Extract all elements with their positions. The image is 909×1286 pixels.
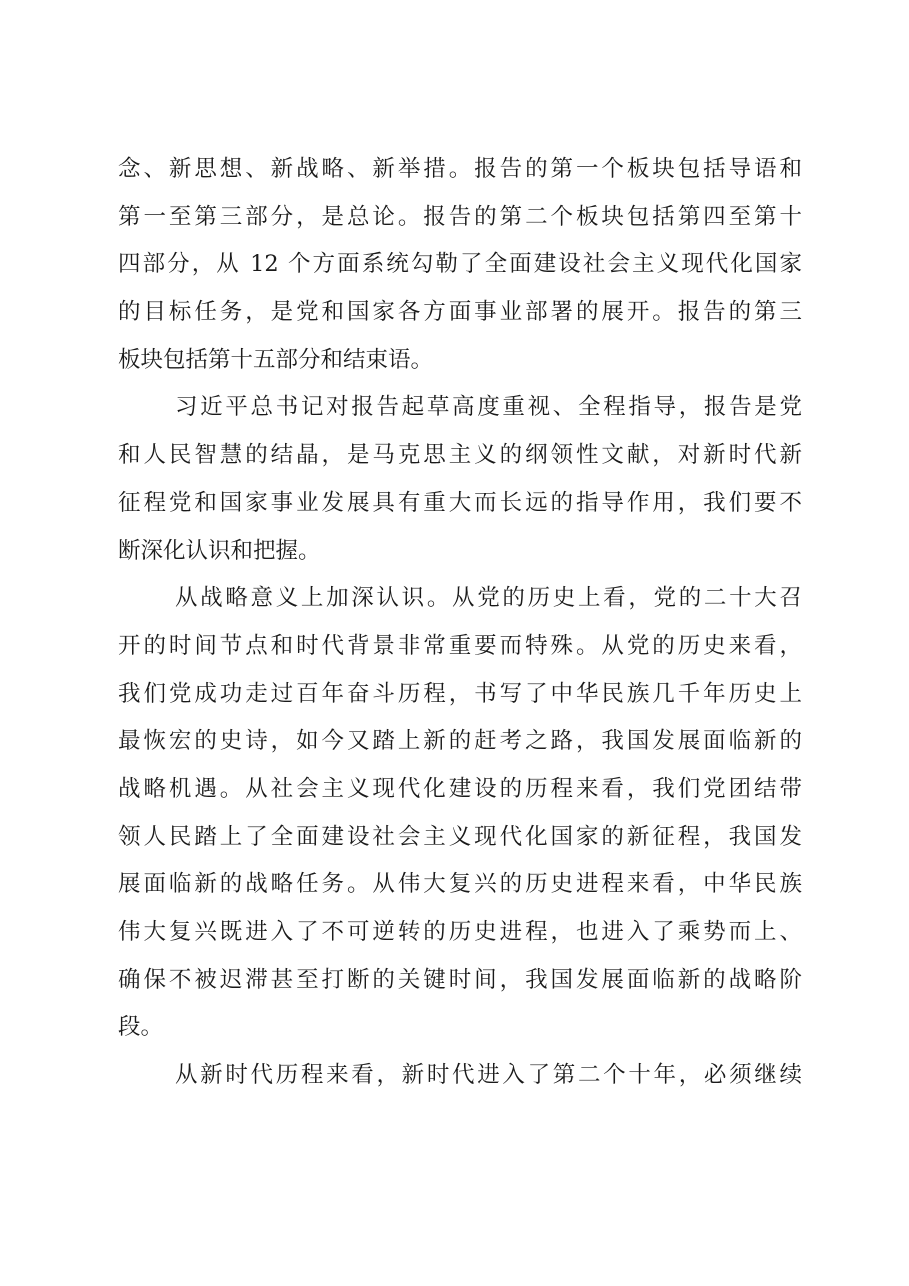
text-line: 的目标任务，是党和国家各方面事业部署的展开。报告的第三 bbox=[118, 299, 802, 326]
paragraph bbox=[118, 384, 802, 575]
paragraph bbox=[118, 146, 802, 384]
paragraph bbox=[118, 1052, 802, 1100]
document-body bbox=[118, 146, 802, 1100]
text-line: 念、新思想、新战略、新举措。报告的第一个板块包括导语和 bbox=[118, 156, 802, 182]
text-line: 第一至第三部分，是总论。报告的第二个板块包括第四至第十 bbox=[118, 203, 802, 230]
paragraph bbox=[118, 575, 802, 1052]
text-line: 我们党成功走过百年奋斗历程，书写了中华民族几千年历史上 bbox=[118, 680, 802, 707]
text-line: 开的时间节点和时代背景非常重要而特殊。从党的历史来看， bbox=[118, 632, 802, 659]
text-line: 四部分，从 12 个方面系统勾勒了全面建设社会主义现代化国家 bbox=[118, 251, 802, 278]
text-line: 征程党和国家事业发展具有重大而长远的指导作用，我们要不 bbox=[118, 489, 802, 516]
text-line: 从战略意义上加深认识。从党的历史上看，党的二十大召 bbox=[175, 585, 802, 612]
text-line: 从新时代历程来看，新时代进入了第二个十年，必须继续 bbox=[175, 1062, 802, 1089]
text-line: 板块包括第十五部分和结束语。 bbox=[118, 346, 434, 373]
text-line: 习近平总书记对报告起草高度重视、全程指导，报告是党 bbox=[175, 394, 802, 421]
text-line: 断深化认识和把握。 bbox=[118, 537, 321, 564]
text-line: 最恢宏的史诗，如今又踏上新的赶考之路，我国发展面临新的 bbox=[118, 728, 802, 755]
text-line: 段。 bbox=[118, 1014, 164, 1041]
text-line: 领人民踏上了全面建设社会主义现代化国家的新征程，我国发 bbox=[118, 823, 802, 850]
text-line: 和人民智慧的结晶，是马克思主义的纲领性文献，对新时代新 bbox=[118, 442, 802, 469]
text-line: 确保不被迟滞甚至打断的关键时间，我国发展面临新的战略阶 bbox=[118, 966, 802, 993]
text-line: 战略机遇。从社会主义现代化建设的历程来看，我们党团结带 bbox=[118, 775, 802, 802]
text-line: 伟大复兴既进入了不可逆转的历史进程，也进入了乘势而上、 bbox=[118, 919, 802, 945]
text-line: 展面临新的战略任务。从伟大复兴的历史进程来看，中华民族 bbox=[118, 871, 802, 898]
